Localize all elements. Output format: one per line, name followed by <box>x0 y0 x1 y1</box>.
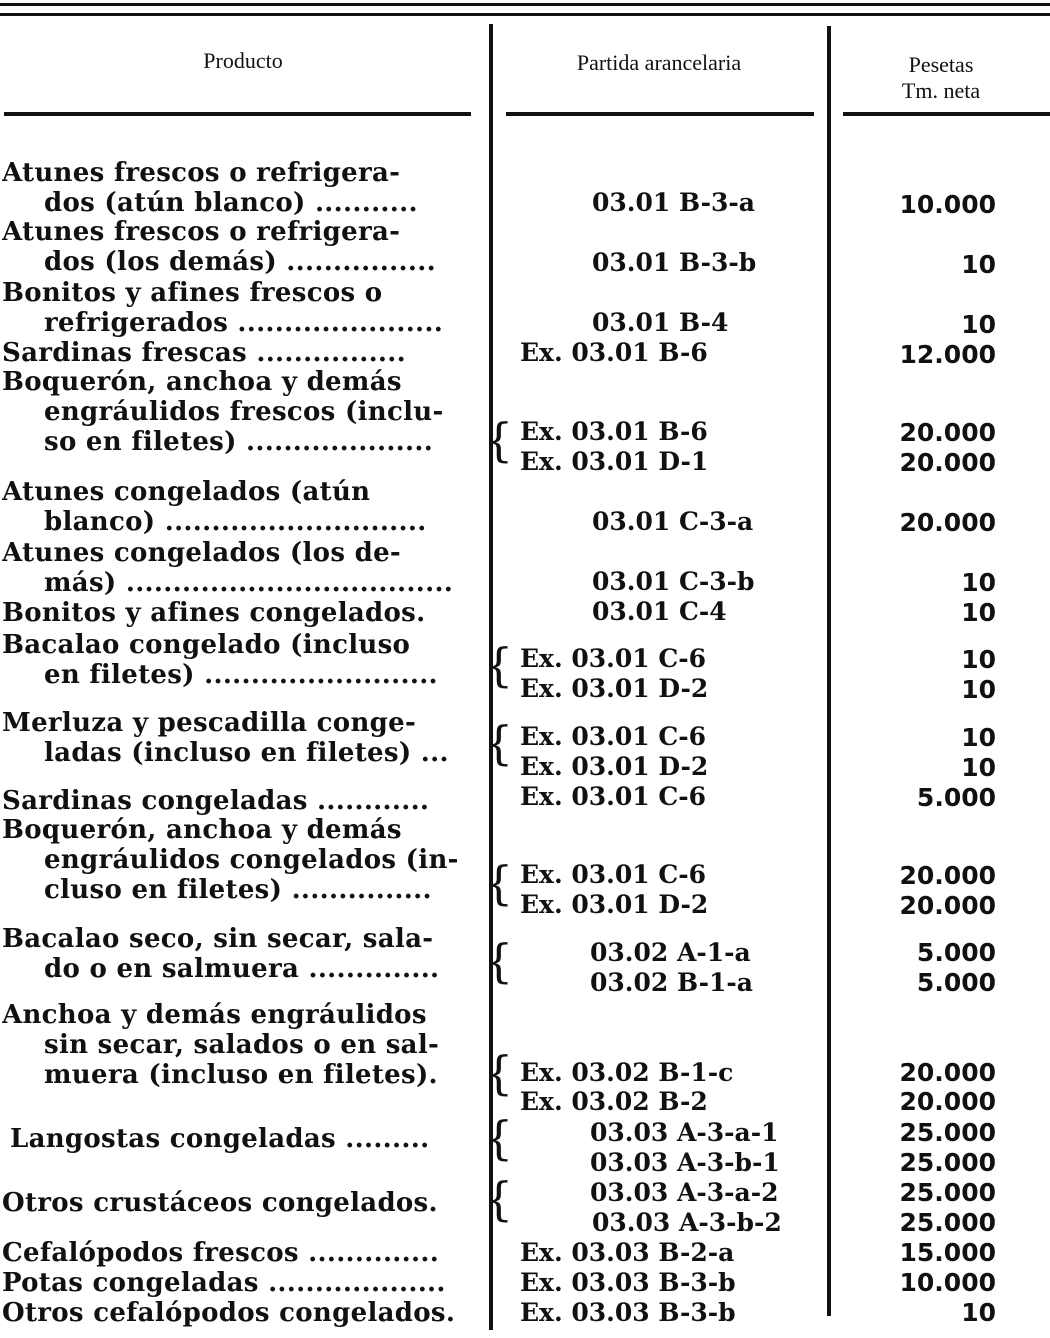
value-cell: 20.000 <box>899 448 996 477</box>
partida-cell: Ex. 03.01 D-2 <box>520 674 709 703</box>
brace-icon: { <box>484 856 514 910</box>
header-rule-producto <box>4 112 471 116</box>
header-pesetas <box>832 52 1050 104</box>
partida-cell: 03.01 B-3-b <box>592 248 757 277</box>
partida-cell: Ex. 03.01 C-6 <box>520 722 707 751</box>
product-cell: Sardinas frescas ................ <box>2 338 406 368</box>
product-cell: Potas congeladas ................... <box>2 1268 446 1298</box>
partida-cell: 03.03 A-3-a-2 <box>590 1178 779 1207</box>
partida-cell: 03.01 B-4 <box>592 308 729 337</box>
value-cell: 10 <box>961 568 996 597</box>
partida-cell: 03.01 C-3-b <box>592 567 755 596</box>
product-cell: Sardinas congeladas ............ <box>2 786 430 816</box>
value-cell: 25.000 <box>899 1148 996 1177</box>
value-cell: 5.000 <box>916 783 996 812</box>
product-cell: Boquerón, anchoa y demás engráulidos frescos (inclu- so en filetes) .................... <box>2 367 444 457</box>
value-cell: 10 <box>961 753 996 782</box>
product-cell: Bacalao seco, sin secar, sala- do o en salmuera .............. <box>2 924 440 984</box>
product-cell: Bonitos y afines frescos o refrigerados ...................... <box>2 278 444 338</box>
value-cell: 5.000 <box>916 968 996 997</box>
partida-cell: Ex. 03.03 B-3-b <box>520 1268 736 1297</box>
partida-cell: Ex. 03.01 D-1 <box>520 447 709 476</box>
partida-cell: 03.02 B-1-a <box>590 968 753 997</box>
header-rule-partida <box>506 112 814 116</box>
header-rule-pesetas <box>843 112 1050 116</box>
product-cell: Cefalópodos frescos .............. <box>2 1238 440 1268</box>
partida-cell: Ex. 03.03 B-3-b <box>520 1298 736 1327</box>
value-cell: 10 <box>961 723 996 752</box>
header-pesetas-line1: Pesetas <box>908 52 974 77</box>
product-cell: Merluza y pescadilla conge- ladas (incluso en filetes) ... <box>2 708 449 768</box>
product-cell: Atunes congelados (los de- más) ................................... <box>2 538 454 598</box>
brace-icon: { <box>484 716 514 770</box>
product-cell: Atunes frescos o refrigera- dos (los demás) ................ <box>2 217 436 277</box>
value-cell: 10 <box>961 598 996 627</box>
partida-cell: Ex. 03.03 B-2-a <box>520 1238 735 1267</box>
value-cell: 5.000 <box>916 938 996 967</box>
product-cell: Langostas congeladas ......... <box>10 1124 430 1154</box>
value-cell: 12.000 <box>899 340 996 369</box>
partida-cell: 03.03 A-3-b-2 <box>592 1208 782 1237</box>
top-rule-1 <box>0 3 1050 6</box>
value-cell: 20.000 <box>899 861 996 890</box>
value-cell: 10 <box>961 250 996 279</box>
value-cell: 10.000 <box>899 190 996 219</box>
partida-cell: 03.03 A-3-a-1 <box>590 1118 779 1147</box>
product-cell: Bacalao congelado (incluso en filetes) ......................... <box>2 630 438 690</box>
value-cell: 20.000 <box>899 891 996 920</box>
product-cell: Boquerón, anchoa y demás engráulidos congelados (in- cluso en filetes) ............... <box>2 815 459 905</box>
value-cell: 25.000 <box>899 1208 996 1237</box>
header-pesetas-line2: Tm. neta <box>901 78 981 103</box>
partida-cell: Ex. 03.02 B-1-c <box>520 1058 734 1087</box>
brace-icon: { <box>484 1172 514 1226</box>
value-cell: 15.000 <box>899 1238 996 1267</box>
value-cell: 20.000 <box>899 1087 996 1116</box>
partida-cell: Ex. 03.01 C-6 <box>520 860 707 889</box>
product-cell: Bonitos y afines congelados. <box>2 598 426 628</box>
product-cell: Anchoa y demás engráulidos sin secar, salados o en sal- muera (incluso en filetes). <box>2 1000 440 1090</box>
partida-cell: 03.03 A-3-b-1 <box>590 1148 780 1177</box>
value-cell: 25.000 <box>899 1118 996 1147</box>
value-cell: 10 <box>961 1298 996 1327</box>
product-cell: Atunes congelados (atún blanco) ............................ <box>2 477 427 537</box>
partida-cell: 03.01 C-4 <box>592 597 727 626</box>
column-divider-2 <box>827 26 831 1316</box>
partida-cell: Ex. 03.01 B-6 <box>520 338 708 367</box>
partida-cell: Ex. 03.01 C-6 <box>520 782 707 811</box>
partida-cell: 03.02 A-1-a <box>590 938 751 967</box>
brace-icon: { <box>484 1111 514 1165</box>
brace-icon: { <box>484 638 514 692</box>
partida-cell: Ex. 03.01 D-2 <box>520 890 709 919</box>
product-cell: Atunes frescos o refrigera- dos (atún blanco) ........... <box>2 158 418 218</box>
value-cell: 20.000 <box>899 508 996 537</box>
brace-icon: { <box>484 934 514 988</box>
partida-cell: Ex. 03.02 B-2 <box>520 1087 708 1116</box>
value-cell: 20.000 <box>899 418 996 447</box>
value-cell: 10.000 <box>899 1268 996 1297</box>
brace-icon: { <box>484 413 514 467</box>
value-cell: 10 <box>961 645 996 674</box>
header-producto: Producto <box>203 48 283 73</box>
value-cell: 20.000 <box>899 1058 996 1087</box>
partida-cell: Ex. 03.01 D-2 <box>520 752 709 781</box>
partida-cell: Ex. 03.01 C-6 <box>520 644 707 673</box>
product-cell: Otros cefalópodos congelados. <box>2 1298 456 1328</box>
top-rule-2 <box>0 13 1050 16</box>
value-cell: 10 <box>961 310 996 339</box>
value-cell: 25.000 <box>899 1178 996 1207</box>
value-cell: 10 <box>961 675 996 704</box>
partida-cell: 03.01 C-3-a <box>592 507 754 536</box>
partida-cell: 03.01 B-3-a <box>592 188 755 217</box>
brace-icon: { <box>484 1046 514 1100</box>
header-partida-arancelaria: Partida arancelaria <box>576 50 742 75</box>
product-cell: Otros crustáceos congelados. <box>2 1188 438 1218</box>
partida-cell: Ex. 03.01 B-6 <box>520 417 708 446</box>
